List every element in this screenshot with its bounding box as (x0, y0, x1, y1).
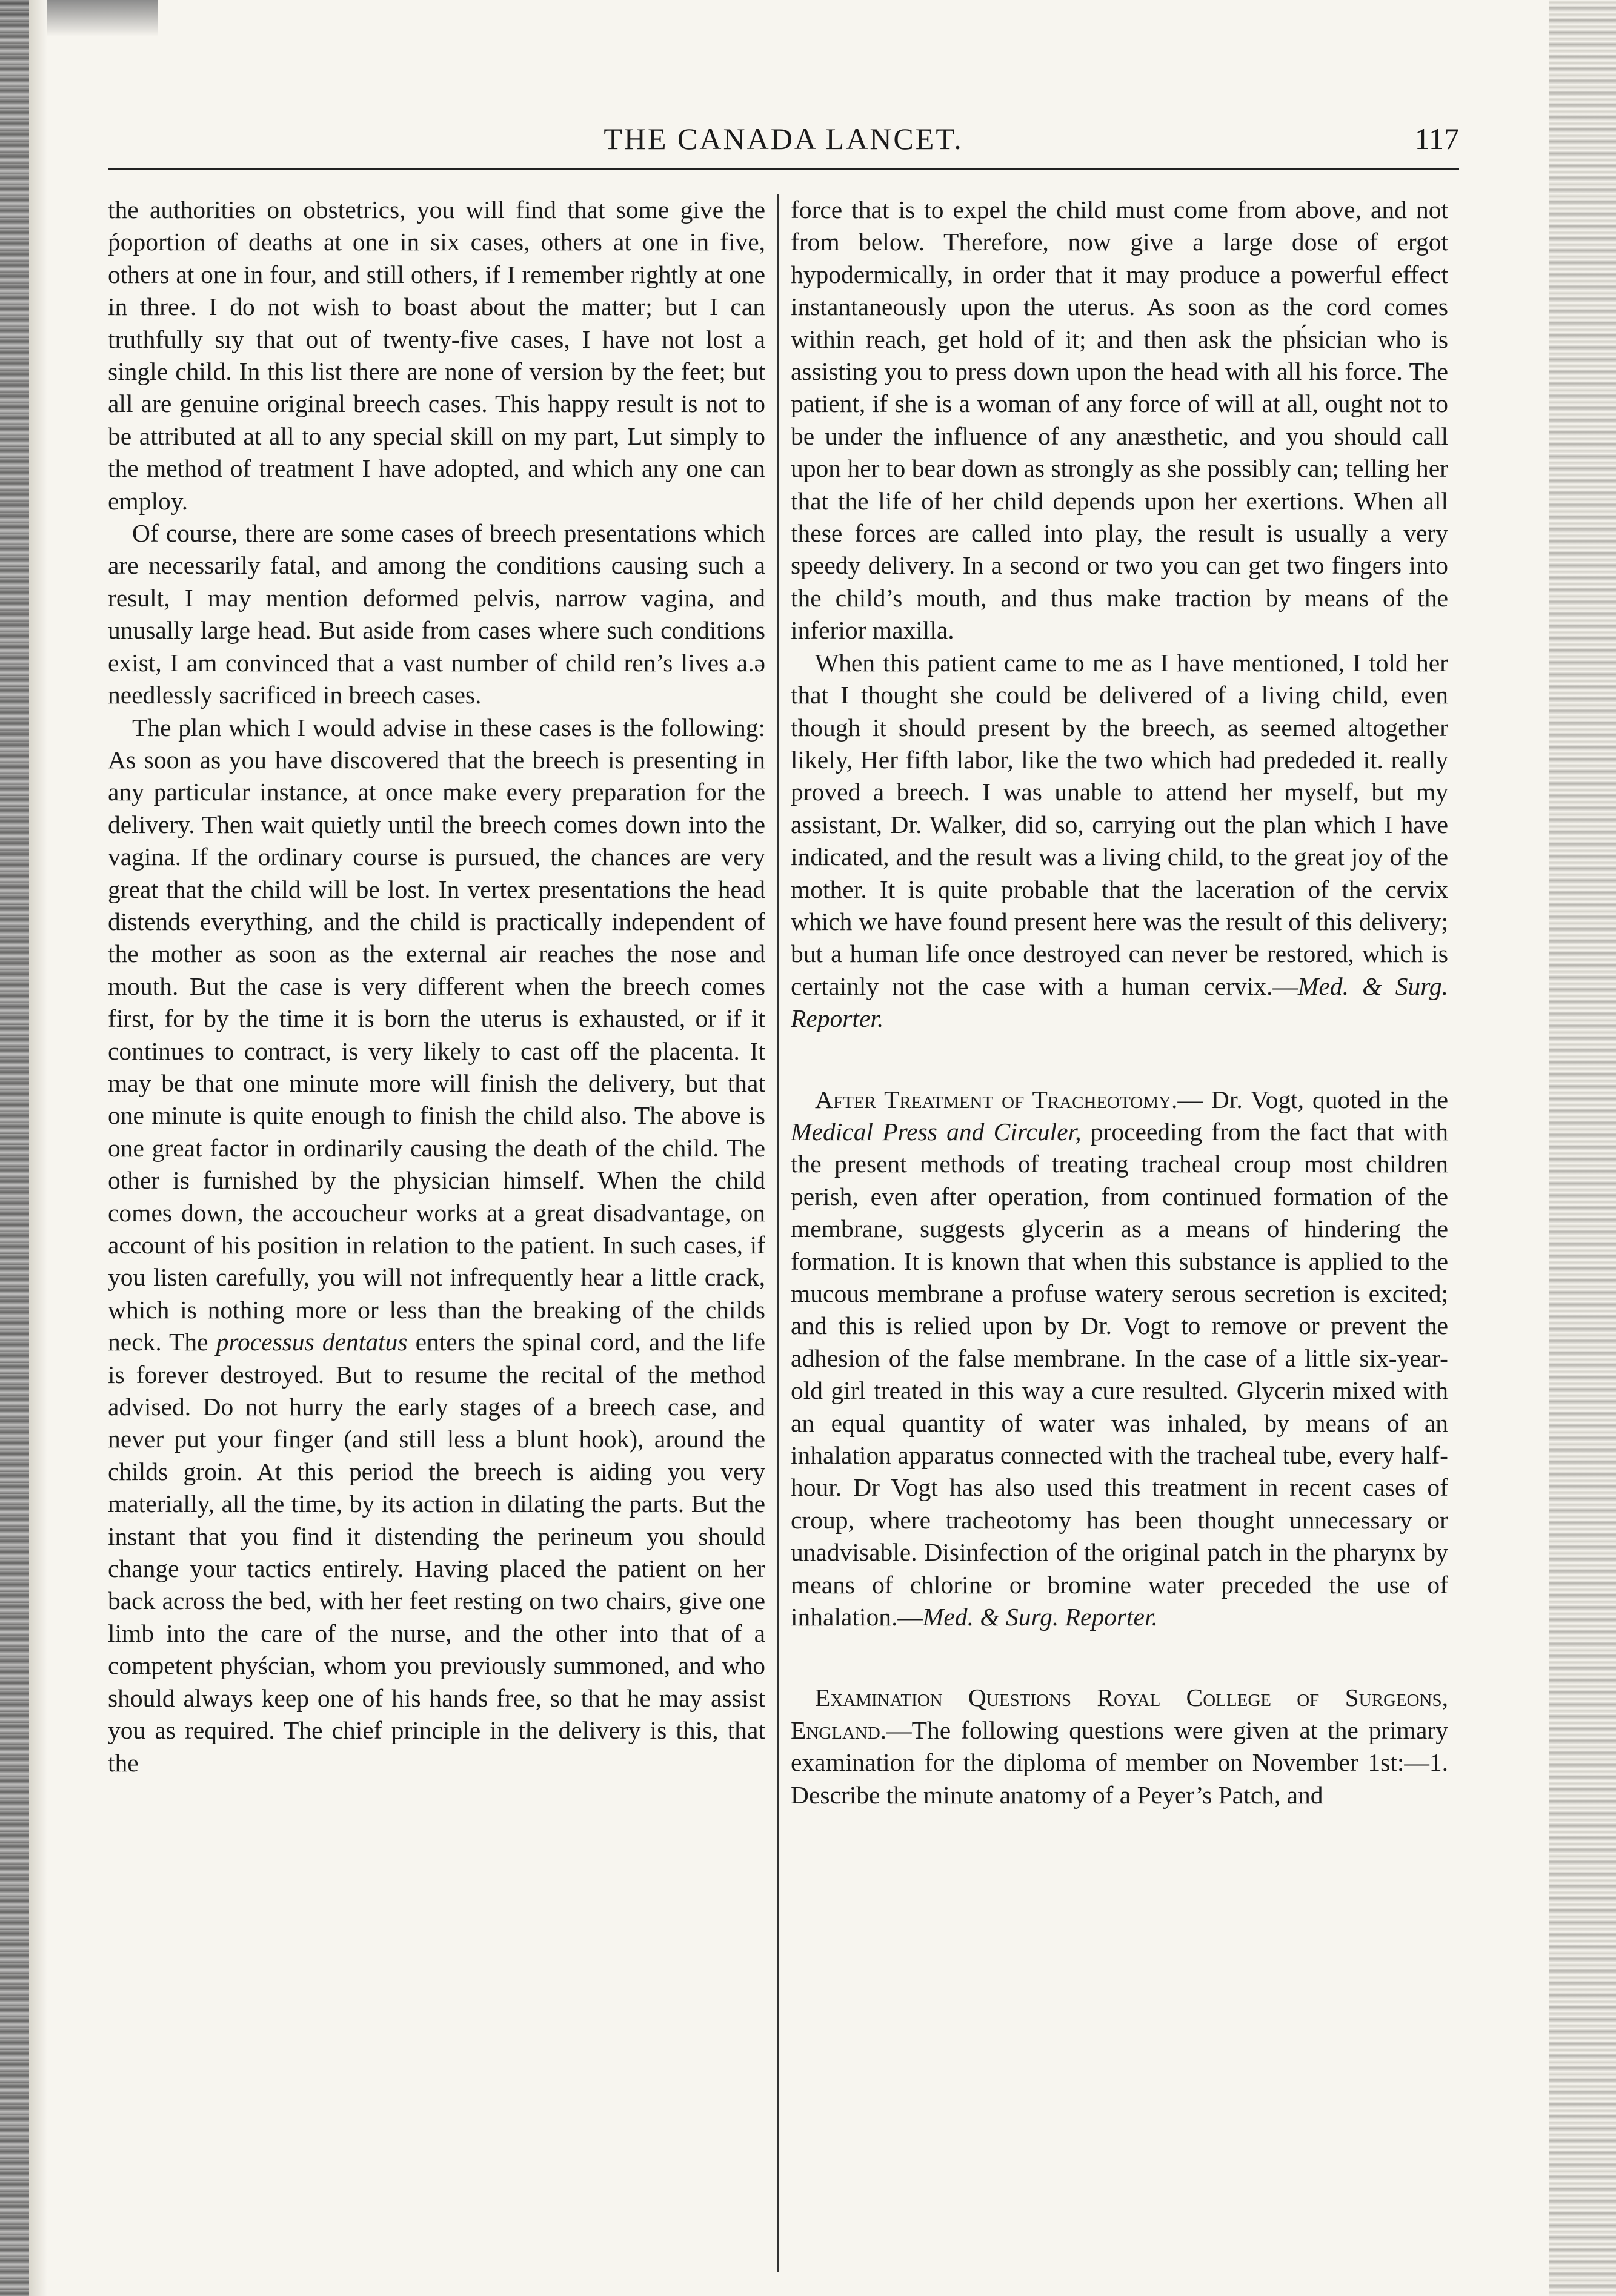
page-header (108, 121, 1459, 162)
paragraph: force that is to expel the child must come from above, and not from below. Therefore, now give a large dose of ergot hypodermically, in order that it may produce a powerful effect instantaneously upon the uterus. As soon as the cord comes within reach, get hold of it; and then ask the ph́sician who is assisting you to press down upon the head with all his force. The patient, if she is a woman of any force of will at all, ought not to be under the influence of any anæsthetic, and you should call upon her to bear down as strongly as she possibly can; telling her that the life of her child depends upon her exertions. When all these forces are called into play, the result is usually a very speedy delivery. In a second or two you can get two fingers into the child’s mouth, and thus make traction by means of the inferior maxilla. (791, 196, 1448, 645)
source-citation: Med. & Surg. Reporter. (791, 972, 1448, 1033)
paragraph-text: enters the spinal cord, and the life is forever destroyed. But to resume the recital of the method advised. Do not hurry the early stages of a breech case, and never put your finger (and still less a blunt hook), around the childs groin. At this period the breech is aiding you very materially, all the time, by its action in dilating the parts. But the instant that you find it distending the perineum you should change your tactics entirely. Having placed the patient on her back across the bed, with her feet resting on two chairs, give one limb into the care of the nurse, and the other into that of a competent phyścian, whom you previously summoned, and who should always keep one of his hands free, so that he may assist you as required. The chief principle in the delivery is this, that the (108, 1328, 765, 1777)
paragraph: Of course, there are some cases of breech presentations which are necessarily fatal, and among the conditions causing such a result, I may mention deformed pelvis, narrow vagina, and unusally large head. But aside from cases where such conditions exist, I am convinced that a vast number of child ren’s lives a.ə needlessly sacrificed in breech cases. (108, 519, 765, 709)
article-examination-questions (791, 1682, 1448, 1811)
paragraph-text: When this patient came to me as I have mentioned, I told her that I thought she could be delivered of a living child, even though it should present by the breech, as seemed altogether likely, Her fifth labor, like the two which had prededed it. really proved a breech. I was unable to attend her myself, but my assistant, Dr. Walker, did so, carrying out the plan which I have indicated, and the result was a living child, to the great joy of the mother. It is quite probable that the laceration of the cervix which we have found present here was the result of this delivery; but a human life once destroyed can never be restored, which is certainly not the case with a human cervix.— (791, 648, 1448, 1000)
source-citation: Med. & Surg. Reporter. (922, 1603, 1158, 1631)
paragraph-text: — Dr. Vogt, quoted in the (1177, 1085, 1448, 1113)
paragraph-text: The plan which I would advise in these cases is the following: As soon as you have discovered that the breech is presenting in any particular instance, at once make every preparation for the delivery. Then wait quietly until the breech comes down into the vagina. If the ordinary course is pursued, the chances are very great that the child will be lost. In vertex presentations the head distends everything, and the child is practically independent of the mother as soon as the external air reaches the nose and mouth. But the case is very different when the breech comes first, for by the time it is born the uterus is exhausted, or if it continues to contract, is very likely to cast off the placenta. It may be that one minute more will finish the delivery, but that one minute is quite enough to finish the child also. The above is one great factor in ordinarily causing the death of the child. The other is furnished by the physician himself. When the child comes down, the accoucheur works at a great disadvantage, on account of his position in relation to the patient. In such cases, if you listen carefully, you will not infrequently hear a little crack, which is nothing more or less than the breaking of the childs neck. The (108, 713, 765, 1356)
paragraph (791, 647, 1448, 1035)
journal-title: Medical Press and Circuler, (791, 1117, 1082, 1146)
page-number: 117 (1414, 122, 1459, 156)
page-edge-right (1549, 0, 1616, 2296)
latin-term: processus dentatus (216, 1328, 408, 1356)
column-divider (777, 194, 779, 2272)
header-rule (108, 168, 1459, 173)
book-gutter (29, 0, 47, 2296)
left-column (108, 194, 765, 2272)
article-tracheotomy (791, 1084, 1448, 1634)
paragraph-text: proceeding from the fact that with the present methods of treating tracheal croup most children perish, even after operation, from continued formation of the membrane, suggests glycerin as a means of hindering the formation. It is known that when this substance is applied to the mucous membrane a profuse watery serous secretion is excited; and this is relied upon by Dr. Vogt to remove or prevent the adhesion of the false membrane. In the case of a little six-year-old girl treated in this way a cure resulted. Glycerin mixed with an equal quantity of water was inhaled, by means of an inhalation apparatus connected with the tracheal tube, every half-hour. Dr Vogt has also used this treatment in recent cases of croup, where tracheotomy has been thought unnecessary or unadvisable. Disinfection of the original patch in the pharynx by means of chlorine or bromine water preceded the use of inhalation.— (791, 1117, 1448, 1631)
book-binding-left (0, 0, 29, 2296)
running-title: THE CANADA LANCET. (604, 122, 963, 156)
right-column (791, 194, 1448, 2272)
article-heading: After Treatment of Tracheotomy. (815, 1085, 1178, 1113)
article-heading: Examination Questions Royal College of Surgeons, England. (791, 1684, 1448, 1744)
paragraph: the authorities on obstetrics, you will find that some give the ṕoportion of deaths at one in six cases, others at one in five, others at one in four, and still others, if I remember rightly at one in three. I do not wish to boast about the matter; but I can truthfully sıy that out of twenty-five cases, I have not lost a single child. In this list there are none of version by the feet; but all are genuine original breech cases. This happy result is not to be attributed at all to any special skill on my part, Lut simply to the method of treatment I have adopted, and which any one can employ. (108, 196, 765, 515)
paragraph-text: —The following questions were given at the primary examination for the diploma of member on November 1st:—1. Describe the minute anatomy of a Peyer’s Patch, and (791, 1716, 1448, 1809)
paragraph (108, 712, 765, 1779)
